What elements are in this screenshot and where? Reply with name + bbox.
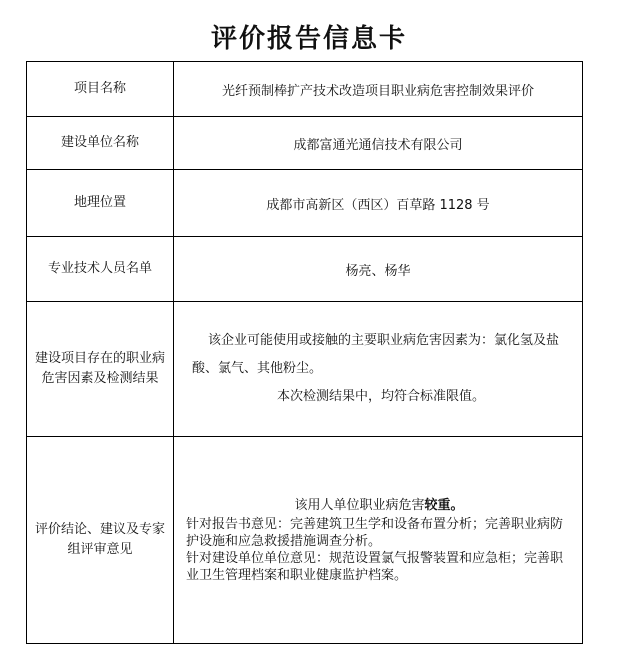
conclusion-label: 评价结论、建议及专家组评审意见 xyxy=(27,437,174,644)
table-row xyxy=(27,170,583,237)
hazards-factors-text: 该企业可能使用或接触的主要职业病危害因素为：氯化氢及盐酸、氯气、其他粉尘。 xyxy=(192,333,560,376)
project-name-label: 项目名称 xyxy=(27,62,174,117)
unit-opinion-text: 针对建设单位单位意见：规范设置氯气报警装置和应急柜；完善职业卫生管理档案和职业健康监护档案。 xyxy=(186,550,564,583)
info-card-table xyxy=(26,61,583,644)
conclusion-summary xyxy=(186,497,572,514)
table-row xyxy=(27,237,583,302)
hazards-label: 建设项目存在的职业病危害因素及检测结果 xyxy=(27,302,174,437)
page-title: 评价报告信息卡 xyxy=(210,24,407,54)
report-opinion-text: 针对报告书意见：完善建筑卫生学和设备布置分析；完善职业病防护设施和应急救援措施调查分析。 xyxy=(186,516,564,549)
table-row xyxy=(27,437,583,644)
hazards-value xyxy=(174,302,583,437)
staff-value: 杨亮、杨华 xyxy=(174,237,583,302)
conclusion-summary-emphasis: 较重。 xyxy=(424,497,464,513)
table-row xyxy=(27,302,583,437)
table-row xyxy=(27,117,583,170)
unit-name-value: 成都富通光通信技术有限公司 xyxy=(174,117,583,170)
conclusion-summary-prefix: 该用人单位职业病危害 xyxy=(294,497,425,513)
table-row xyxy=(27,62,583,117)
location-label: 地理位置 xyxy=(27,170,174,237)
location-value: 成都市高新区（西区）百草路 1128 号 xyxy=(174,170,583,237)
hazards-result-text: 本次检测结果中，均符合标准限值。 xyxy=(276,389,485,404)
project-name-value: 光纤预制棒扩产技术改造项目职业病危害控制效果评价 xyxy=(174,62,583,117)
staff-label: 专业技术人员名单 xyxy=(27,237,174,302)
conclusion-value xyxy=(174,437,583,644)
unit-name-label: 建设单位名称 xyxy=(27,117,174,170)
